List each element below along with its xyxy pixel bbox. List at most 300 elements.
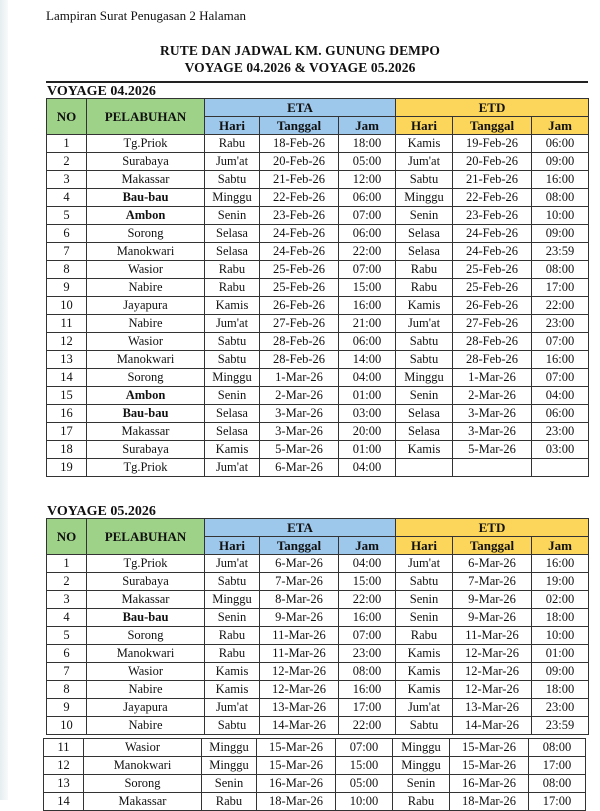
cell-port: Manokwari xyxy=(84,757,202,775)
header-eta-jam: Jam xyxy=(339,537,396,555)
cell-eta-hari: Jum'at xyxy=(205,153,260,171)
cell-etd-jam: 17:00 xyxy=(532,279,589,297)
cell-etd-hari: Senin xyxy=(393,775,450,793)
cell-etd-tanggal: 27-Feb-26 xyxy=(453,315,532,333)
cell-eta-jam: 03:00 xyxy=(339,405,396,423)
cell-etd-jam: 23:59 xyxy=(532,243,589,261)
cell-no: 4 xyxy=(47,189,87,207)
cell-etd-hari: Rabu xyxy=(393,793,450,811)
cell-no: 6 xyxy=(47,225,87,243)
cell-eta-hari: Rabu xyxy=(202,793,257,811)
header-no: NO xyxy=(47,99,87,135)
cell-eta-tanggal: 3-Mar-26 xyxy=(260,405,339,423)
cell-eta-jam: 20:00 xyxy=(339,423,396,441)
cell-eta-hari: Minggu xyxy=(202,739,257,757)
cell-etd-tanggal: 1-Mar-26 xyxy=(453,369,532,387)
cell-no: 7 xyxy=(47,243,87,261)
cell-eta-jam: 16:00 xyxy=(339,297,396,315)
cell-etd-tanggal: 25-Feb-26 xyxy=(453,279,532,297)
cell-port: Bau-bau xyxy=(87,189,205,207)
cell-eta-hari: Jum'at xyxy=(205,459,260,477)
cell-etd-jam: 07:00 xyxy=(532,333,589,351)
cell-etd-jam: 08:00 xyxy=(532,261,589,279)
voyage-05-label: VOYAGE 05.2026 xyxy=(47,504,156,519)
cell-port: Sorong xyxy=(87,369,205,387)
cell-eta-hari: Sabtu xyxy=(205,351,260,369)
header-pelabuhan: PELABUHAN xyxy=(87,519,205,555)
cell-port: Ambon xyxy=(87,387,205,405)
cell-eta-hari: Rabu xyxy=(205,645,260,663)
cell-etd-jam: 17:00 xyxy=(529,757,586,775)
cell-eta-tanggal: 28-Feb-26 xyxy=(260,333,339,351)
voyage-05-schedule-table-continued xyxy=(43,738,586,811)
cell-etd-tanggal: 9-Mar-26 xyxy=(453,609,532,627)
table-row xyxy=(47,243,589,261)
table-row xyxy=(44,775,586,793)
header-etd: ETD xyxy=(396,99,589,117)
cell-etd-jam: 08:00 xyxy=(532,189,589,207)
cell-eta-tanggal: 12-Mar-26 xyxy=(260,663,339,681)
cell-port: Tg.Priok xyxy=(87,555,205,573)
cell-port: Makassar xyxy=(87,423,205,441)
cell-etd-hari: Senin xyxy=(396,207,453,225)
cell-etd-hari: Sabtu xyxy=(396,351,453,369)
table-row xyxy=(47,207,589,225)
cell-eta-tanggal: 18-Feb-26 xyxy=(260,135,339,153)
document-title xyxy=(0,42,600,76)
cell-no: 19 xyxy=(47,459,87,477)
table-row xyxy=(47,135,589,153)
cell-eta-jam: 15:00 xyxy=(339,279,396,297)
cell-eta-hari: Sabtu xyxy=(205,717,260,735)
cell-no: 14 xyxy=(44,793,84,811)
cell-eta-hari: Jum'at xyxy=(205,555,260,573)
cell-eta-jam: 06:00 xyxy=(339,333,396,351)
cell-eta-hari: Selasa xyxy=(205,405,260,423)
cell-eta-tanggal: 12-Mar-26 xyxy=(260,681,339,699)
cell-port: Wasior xyxy=(87,261,205,279)
cell-port: Surabaya xyxy=(87,153,205,171)
cell-eta-tanggal: 6-Mar-26 xyxy=(260,555,339,573)
cell-eta-hari: Rabu xyxy=(205,135,260,153)
cell-no: 12 xyxy=(44,757,84,775)
cell-etd-hari xyxy=(396,459,453,477)
table-row xyxy=(47,261,589,279)
cell-eta-hari: Minggu xyxy=(205,189,260,207)
cell-etd-jam: 19:00 xyxy=(532,573,589,591)
cell-etd-tanggal: 22-Feb-26 xyxy=(453,189,532,207)
cell-eta-tanggal: 25-Feb-26 xyxy=(260,261,339,279)
cell-eta-jam: 01:00 xyxy=(339,387,396,405)
cell-no: 13 xyxy=(47,351,87,369)
table-row xyxy=(47,297,589,315)
cell-eta-tanggal: 21-Feb-26 xyxy=(260,171,339,189)
table-row xyxy=(47,591,589,609)
cell-eta-jam: 07:00 xyxy=(339,627,396,645)
table-row xyxy=(47,333,589,351)
cell-eta-hari: Selasa xyxy=(205,225,260,243)
cell-eta-tanggal: 5-Mar-26 xyxy=(260,441,339,459)
table-row xyxy=(47,573,589,591)
cell-eta-hari: Kamis xyxy=(205,297,260,315)
cell-eta-jam: 16:00 xyxy=(339,609,396,627)
cell-port: Nabire xyxy=(87,279,205,297)
header-eta-tanggal: Tanggal xyxy=(260,537,339,555)
cell-etd-jam: 08:00 xyxy=(529,739,586,757)
cell-eta-hari: Kamis xyxy=(205,681,260,699)
cell-etd-jam: 03:00 xyxy=(532,441,589,459)
cell-eta-tanggal: 23-Feb-26 xyxy=(260,207,339,225)
cell-no: 9 xyxy=(47,699,87,717)
table-row xyxy=(47,681,589,699)
cell-port: Jayapura xyxy=(87,297,205,315)
cell-etd-tanggal: 15-Mar-26 xyxy=(450,757,529,775)
cell-eta-jam: 05:00 xyxy=(336,775,393,793)
cell-etd-tanggal xyxy=(453,459,532,477)
header-eta: ETA xyxy=(205,99,396,117)
cell-eta-tanggal: 16-Mar-26 xyxy=(257,775,336,793)
cell-no: 4 xyxy=(47,609,87,627)
cell-eta-jam: 22:00 xyxy=(339,243,396,261)
cell-no: 6 xyxy=(47,645,87,663)
table-row xyxy=(47,171,589,189)
cell-eta-tanggal: 22-Feb-26 xyxy=(260,189,339,207)
cell-eta-tanggal: 8-Mar-26 xyxy=(260,591,339,609)
cell-eta-tanggal: 11-Mar-26 xyxy=(260,645,339,663)
cell-etd-hari: Kamis xyxy=(396,135,453,153)
cell-etd-tanggal: 3-Mar-26 xyxy=(453,405,532,423)
cell-etd-hari: Sabtu xyxy=(396,717,453,735)
cell-eta-tanggal: 14-Mar-26 xyxy=(260,717,339,735)
cell-etd-tanggal: 15-Mar-26 xyxy=(450,739,529,757)
cell-eta-tanggal: 11-Mar-26 xyxy=(260,627,339,645)
cell-etd-tanggal: 25-Feb-26 xyxy=(453,261,532,279)
cell-no: 11 xyxy=(47,315,87,333)
table-row xyxy=(47,441,589,459)
page-edge xyxy=(0,0,8,800)
cell-etd-tanggal: 2-Mar-26 xyxy=(453,387,532,405)
cell-etd-hari: Sabtu xyxy=(396,171,453,189)
cell-eta-hari: Sabtu xyxy=(205,171,260,189)
table-row xyxy=(47,189,589,207)
cell-eta-jam: 07:00 xyxy=(339,261,396,279)
cell-etd-hari: Kamis xyxy=(396,441,453,459)
cell-etd-tanggal: 23-Feb-26 xyxy=(453,207,532,225)
cell-etd-hari: Kamis xyxy=(396,297,453,315)
table-row xyxy=(47,225,589,243)
voyage-04-label: VOYAGE 04.2026 xyxy=(47,84,156,99)
cell-etd-hari: Selasa xyxy=(396,225,453,243)
cell-port: Tg.Priok xyxy=(87,135,205,153)
cell-eta-hari: Minggu xyxy=(205,369,260,387)
cell-etd-tanggal: 9-Mar-26 xyxy=(453,591,532,609)
cell-etd-jam: 06:00 xyxy=(532,135,589,153)
cell-etd-hari: Minggu xyxy=(393,757,450,775)
header-etd-jam: Jam xyxy=(532,537,589,555)
cell-eta-jam: 04:00 xyxy=(339,369,396,387)
cell-etd-tanggal: 19-Feb-26 xyxy=(453,135,532,153)
header-etd-tanggal: Tanggal xyxy=(453,537,532,555)
table-row xyxy=(47,153,589,171)
cell-etd-jam: 23:59 xyxy=(532,717,589,735)
title-divider xyxy=(46,81,588,83)
table-row xyxy=(47,459,589,477)
cell-eta-tanggal: 1-Mar-26 xyxy=(260,369,339,387)
cell-no: 9 xyxy=(47,279,87,297)
header-eta: ETA xyxy=(205,519,396,537)
cell-port: Tg.Priok xyxy=(87,459,205,477)
cell-eta-hari: Sabtu xyxy=(205,573,260,591)
table-row xyxy=(47,315,589,333)
cell-etd-hari: Rabu xyxy=(396,279,453,297)
cell-port: Sorong xyxy=(84,775,202,793)
cell-etd-tanggal: 24-Feb-26 xyxy=(453,225,532,243)
cell-eta-hari: Senin xyxy=(202,775,257,793)
cell-eta-tanggal: 25-Feb-26 xyxy=(260,279,339,297)
cell-etd-hari: Minggu xyxy=(393,739,450,757)
cell-etd-hari: Jum'at xyxy=(396,315,453,333)
cell-eta-hari: Senin xyxy=(205,387,260,405)
cell-eta-jam: 04:00 xyxy=(339,555,396,573)
header-note: Lampiran Surat Penugasan 2 Halaman xyxy=(46,8,246,23)
cell-eta-hari: Kamis xyxy=(205,663,260,681)
cell-eta-tanggal: 7-Mar-26 xyxy=(260,573,339,591)
header-etd-hari: Hari xyxy=(396,117,453,135)
cell-port: Wasior xyxy=(84,739,202,757)
voyage-04-schedule-table xyxy=(46,98,589,477)
table-row xyxy=(47,555,589,573)
cell-eta-tanggal: 24-Feb-26 xyxy=(260,225,339,243)
cell-etd-hari: Kamis xyxy=(396,645,453,663)
cell-port: Surabaya xyxy=(87,573,205,591)
cell-no: 3 xyxy=(47,591,87,609)
cell-etd-hari: Jum'at xyxy=(396,699,453,717)
header-eta-tanggal: Tanggal xyxy=(260,117,339,135)
cell-no: 7 xyxy=(47,663,87,681)
table-row xyxy=(47,351,589,369)
voyage-05-schedule-table xyxy=(46,518,589,735)
cell-etd-tanggal: 24-Feb-26 xyxy=(453,243,532,261)
cell-etd-hari: Jum'at xyxy=(396,153,453,171)
cell-port: Manokwari xyxy=(87,351,205,369)
cell-etd-tanggal: 6-Mar-26 xyxy=(453,555,532,573)
header-pelabuhan: PELABUHAN xyxy=(87,99,205,135)
header-etd-hari: Hari xyxy=(396,537,453,555)
cell-etd-tanggal: 12-Mar-26 xyxy=(453,681,532,699)
table-row xyxy=(47,387,589,405)
cell-port: Manokwari xyxy=(87,243,205,261)
table-row xyxy=(47,645,589,663)
cell-etd-jam xyxy=(532,459,589,477)
header-no: NO xyxy=(47,519,87,555)
cell-etd-tanggal: 13-Mar-26 xyxy=(453,699,532,717)
table-row xyxy=(47,405,589,423)
cell-no: 16 xyxy=(47,405,87,423)
cell-no: 5 xyxy=(47,627,87,645)
cell-eta-jam: 12:00 xyxy=(339,171,396,189)
cell-eta-jam: 04:00 xyxy=(339,459,396,477)
cell-eta-jam: 06:00 xyxy=(339,225,396,243)
cell-port: Makassar xyxy=(87,591,205,609)
header-eta-hari: Hari xyxy=(205,117,260,135)
cell-etd-jam: 08:00 xyxy=(529,775,586,793)
cell-eta-jam: 05:00 xyxy=(339,153,396,171)
cell-no: 15 xyxy=(47,387,87,405)
cell-no: 13 xyxy=(44,775,84,793)
cell-port: Nabire xyxy=(87,717,205,735)
cell-eta-tanggal: 28-Feb-26 xyxy=(260,351,339,369)
cell-eta-tanggal: 27-Feb-26 xyxy=(260,315,339,333)
cell-port: Jayapura xyxy=(87,699,205,717)
cell-eta-jam: 15:00 xyxy=(336,757,393,775)
cell-etd-jam: 01:00 xyxy=(532,645,589,663)
cell-port: Nabire xyxy=(87,315,205,333)
cell-eta-jam: 14:00 xyxy=(339,351,396,369)
cell-port: Makassar xyxy=(84,793,202,811)
cell-etd-tanggal: 16-Mar-26 xyxy=(450,775,529,793)
cell-etd-jam: 23:00 xyxy=(532,315,589,333)
table-row xyxy=(47,279,589,297)
cell-etd-jam: 16:00 xyxy=(532,351,589,369)
header-etd: ETD xyxy=(396,519,589,537)
cell-eta-hari: Minggu xyxy=(205,591,260,609)
cell-etd-hari: Rabu xyxy=(396,261,453,279)
cell-etd-jam: 22:00 xyxy=(532,297,589,315)
cell-eta-tanggal: 13-Mar-26 xyxy=(260,699,339,717)
cell-no: 8 xyxy=(47,261,87,279)
cell-eta-jam: 10:00 xyxy=(336,793,393,811)
cell-etd-tanggal: 28-Feb-26 xyxy=(453,333,532,351)
cell-eta-jam: 07:00 xyxy=(336,739,393,757)
cell-no: 10 xyxy=(47,297,87,315)
cell-etd-hari: Senin xyxy=(396,387,453,405)
cell-etd-hari: Kamis xyxy=(396,663,453,681)
cell-eta-jam: 07:00 xyxy=(339,207,396,225)
cell-etd-tanggal: 21-Feb-26 xyxy=(453,171,532,189)
cell-eta-tanggal: 6-Mar-26 xyxy=(260,459,339,477)
cell-port: Nabire xyxy=(87,681,205,699)
cell-etd-hari: Selasa xyxy=(396,405,453,423)
cell-eta-jam: 01:00 xyxy=(339,441,396,459)
cell-port: Ambon xyxy=(87,207,205,225)
cell-etd-hari: Senin xyxy=(396,609,453,627)
cell-etd-jam: 09:00 xyxy=(532,225,589,243)
cell-eta-jam: 17:00 xyxy=(339,699,396,717)
cell-etd-jam: 16:00 xyxy=(532,171,589,189)
cell-port: Manokwari xyxy=(87,645,205,663)
cell-eta-hari: Rabu xyxy=(205,279,260,297)
cell-etd-jam: 09:00 xyxy=(532,663,589,681)
cell-eta-hari: Selasa xyxy=(205,423,260,441)
title-line-1: RUTE DAN JADWAL KM. GUNUNG DEMPO xyxy=(160,43,440,58)
cell-port: Bau-bau xyxy=(87,405,205,423)
cell-eta-tanggal: 3-Mar-26 xyxy=(260,423,339,441)
cell-etd-jam: 04:00 xyxy=(532,387,589,405)
cell-no: 1 xyxy=(47,555,87,573)
cell-etd-jam: 09:00 xyxy=(532,153,589,171)
cell-no: 1 xyxy=(47,135,87,153)
cell-etd-hari: Jum'at xyxy=(396,555,453,573)
cell-port: Wasior xyxy=(87,663,205,681)
header-etd-jam: Jam xyxy=(532,117,589,135)
cell-eta-jam: 23:00 xyxy=(339,645,396,663)
cell-etd-hari: Minggu xyxy=(396,369,453,387)
cell-no: 11 xyxy=(44,739,84,757)
cell-eta-hari: Kamis xyxy=(205,441,260,459)
cell-eta-tanggal: 9-Mar-26 xyxy=(260,609,339,627)
cell-eta-tanggal: 24-Feb-26 xyxy=(260,243,339,261)
cell-etd-tanggal: 26-Feb-26 xyxy=(453,297,532,315)
cell-no: 3 xyxy=(47,171,87,189)
cell-no: 18 xyxy=(47,441,87,459)
cell-eta-jam: 16:00 xyxy=(339,681,396,699)
cell-etd-jam: 06:00 xyxy=(532,405,589,423)
table-row xyxy=(44,793,586,811)
cell-etd-jam: 07:00 xyxy=(532,369,589,387)
cell-port: Surabaya xyxy=(87,441,205,459)
cell-eta-hari: Selasa xyxy=(205,243,260,261)
cell-etd-jam: 23:00 xyxy=(532,423,589,441)
cell-etd-hari: Senin xyxy=(396,591,453,609)
cell-eta-hari: Jum'at xyxy=(205,699,260,717)
cell-etd-hari: Sabtu xyxy=(396,333,453,351)
cell-eta-tanggal: 18-Mar-26 xyxy=(257,793,336,811)
cell-eta-hari: Senin xyxy=(205,207,260,225)
cell-eta-tanggal: 26-Feb-26 xyxy=(260,297,339,315)
cell-no: 17 xyxy=(47,423,87,441)
cell-eta-jam: 22:00 xyxy=(339,591,396,609)
table-row xyxy=(47,423,589,441)
cell-etd-jam: 16:00 xyxy=(532,555,589,573)
cell-port: Sorong xyxy=(87,627,205,645)
cell-etd-tanggal: 7-Mar-26 xyxy=(453,573,532,591)
cell-etd-tanggal: 12-Mar-26 xyxy=(453,645,532,663)
table-row xyxy=(47,627,589,645)
cell-etd-tanggal: 5-Mar-26 xyxy=(453,441,532,459)
cell-etd-tanggal: 11-Mar-26 xyxy=(453,627,532,645)
cell-eta-jam: 22:00 xyxy=(339,717,396,735)
cell-eta-jam: 06:00 xyxy=(339,189,396,207)
cell-eta-tanggal: 15-Mar-26 xyxy=(257,739,336,757)
cell-etd-jam: 18:00 xyxy=(532,609,589,627)
header-eta-hari: Hari xyxy=(205,537,260,555)
table-row xyxy=(47,369,589,387)
cell-port: Sorong xyxy=(87,225,205,243)
table-row xyxy=(44,739,586,757)
cell-no: 2 xyxy=(47,573,87,591)
cell-etd-tanggal: 12-Mar-26 xyxy=(453,663,532,681)
cell-eta-tanggal: 15-Mar-26 xyxy=(257,757,336,775)
table-row xyxy=(44,757,586,775)
table-row xyxy=(47,699,589,717)
cell-etd-hari: Selasa xyxy=(396,243,453,261)
cell-eta-tanggal: 2-Mar-26 xyxy=(260,387,339,405)
cell-eta-jam: 21:00 xyxy=(339,315,396,333)
cell-etd-hari: Selasa xyxy=(396,423,453,441)
cell-eta-hari: Jum'at xyxy=(205,315,260,333)
cell-no: 2 xyxy=(47,153,87,171)
cell-etd-tanggal: 3-Mar-26 xyxy=(453,423,532,441)
cell-no: 12 xyxy=(47,333,87,351)
cell-etd-tanggal: 20-Feb-26 xyxy=(453,153,532,171)
cell-eta-tanggal: 20-Feb-26 xyxy=(260,153,339,171)
cell-etd-hari: Rabu xyxy=(396,627,453,645)
cell-etd-jam: 23:00 xyxy=(532,699,589,717)
cell-etd-jam: 02:00 xyxy=(532,591,589,609)
cell-eta-hari: Rabu xyxy=(205,627,260,645)
cell-port: Makassar xyxy=(87,171,205,189)
cell-eta-hari: Sabtu xyxy=(205,333,260,351)
